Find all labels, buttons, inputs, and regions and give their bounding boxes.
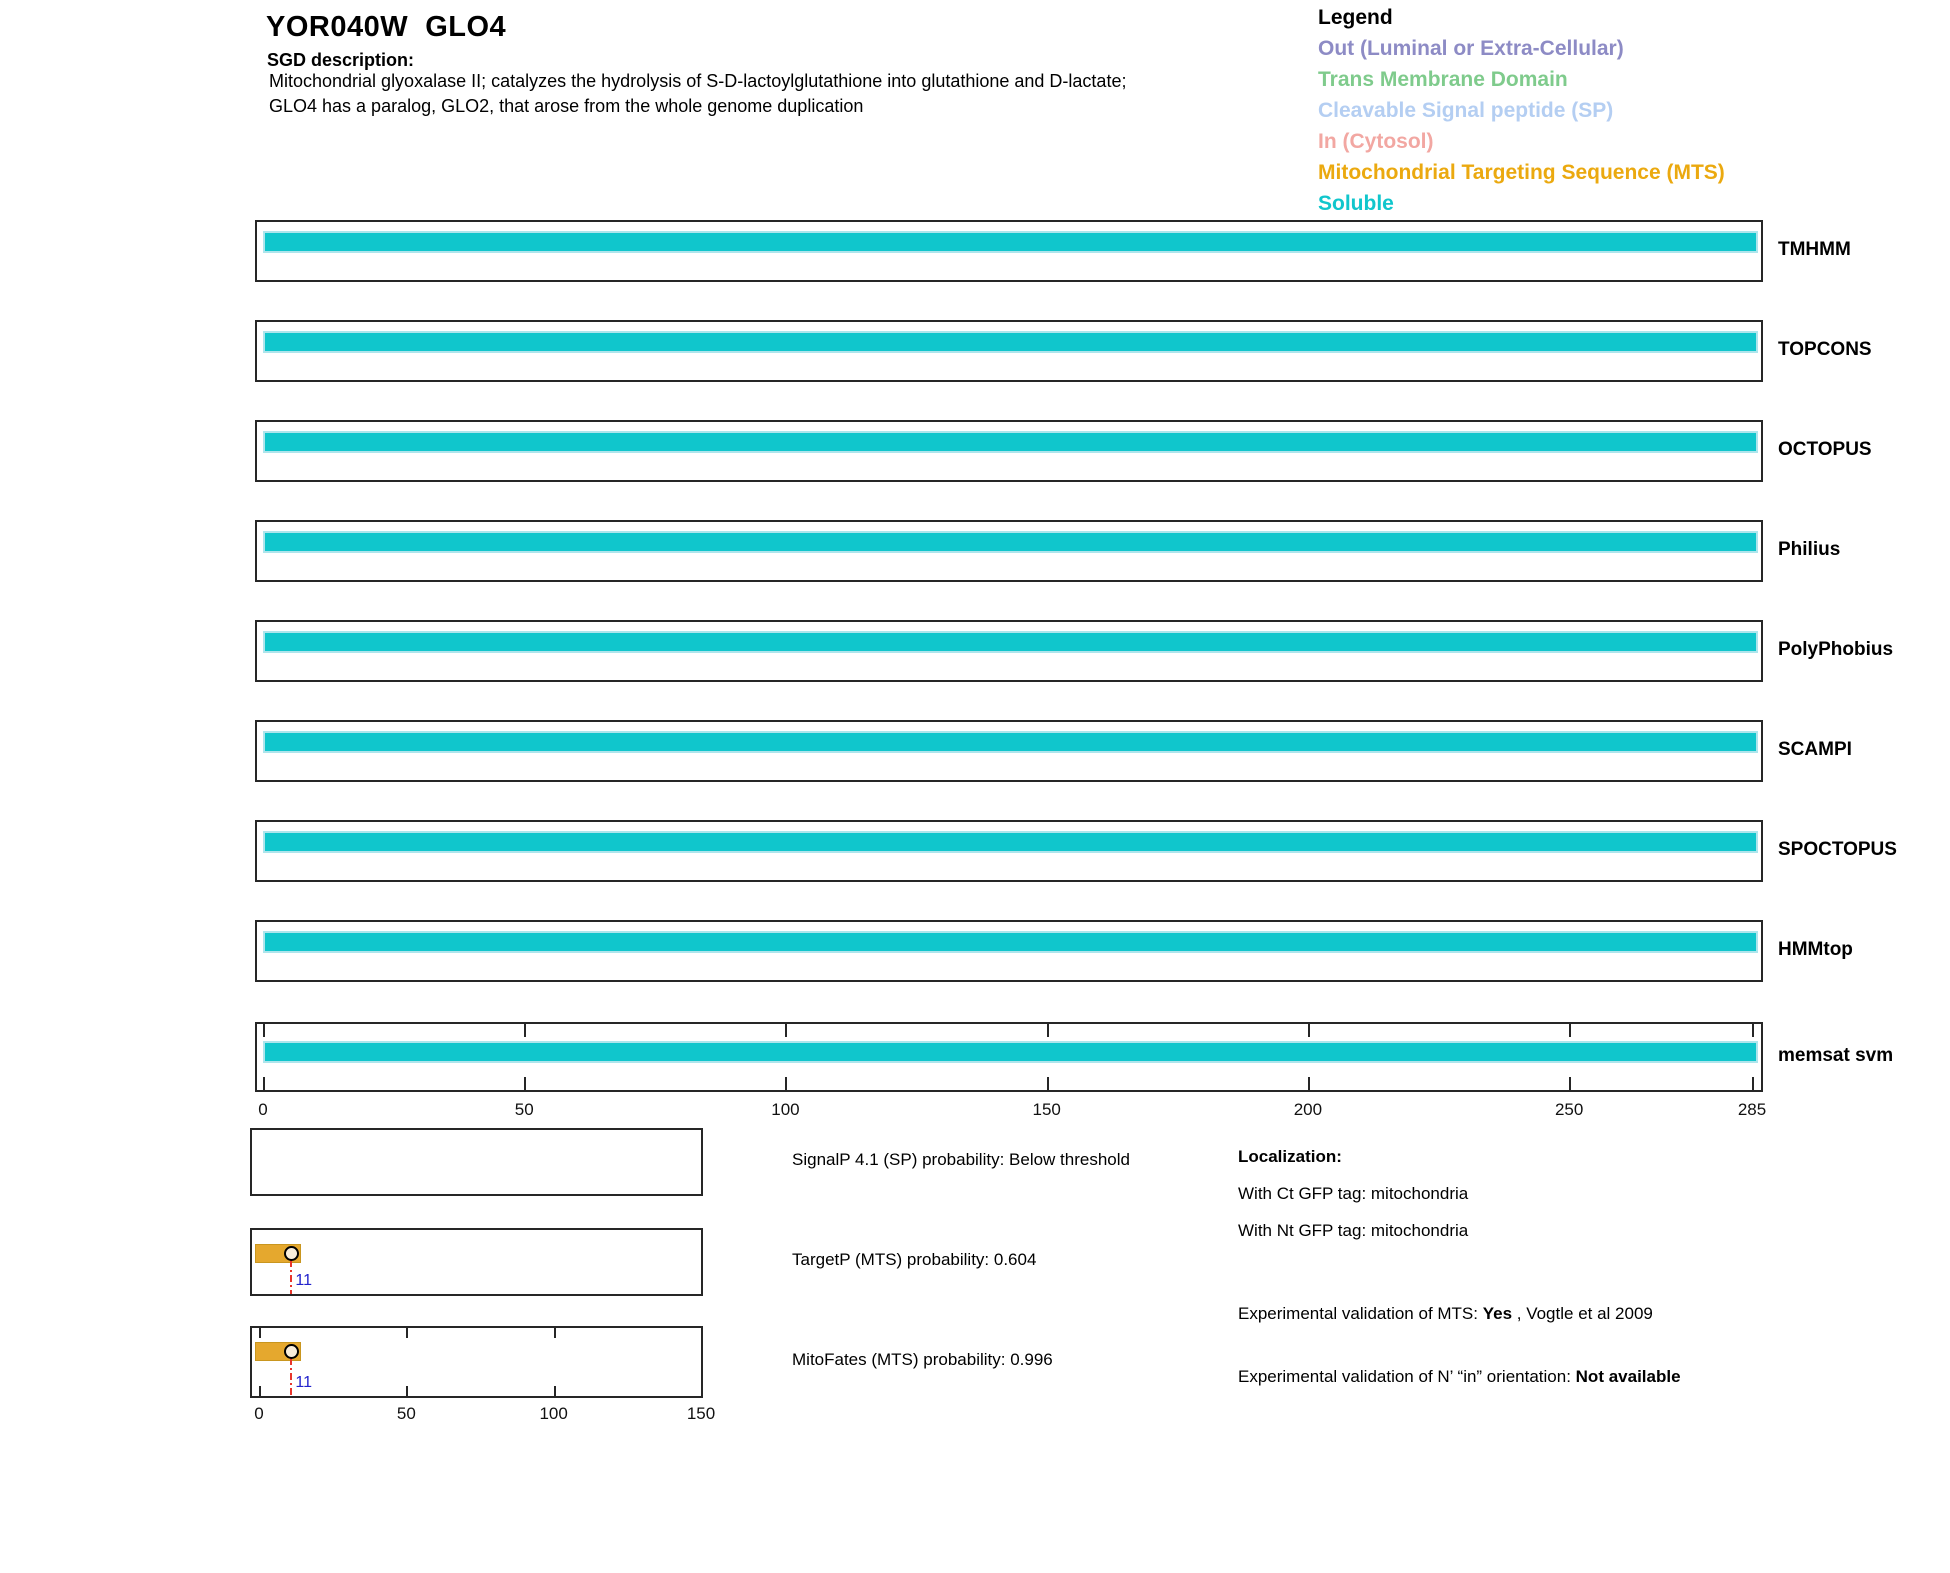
axis-tick [524, 1024, 526, 1037]
axis-tick-label: 150 [1032, 1100, 1061, 1119]
legend [1318, 2, 1725, 219]
axis-tick-label: 150 [686, 1404, 716, 1423]
orientation-validation-value: Not available [1575, 1367, 1681, 1386]
soluble-bar [263, 931, 1758, 953]
axis-tick-label: 50 [514, 1100, 534, 1119]
track-label-tmhmm: TMHMM [1778, 239, 1851, 260]
legend-item-cleavable-signal-peptide-sp-: Cleavable Signal peptide (SP) [1318, 99, 1614, 122]
track-label-spoctopus: SPOCTOPUS [1778, 839, 1897, 860]
mts-validation-line [1238, 1304, 1653, 1324]
axis-tick-label: 0 [258, 1100, 268, 1119]
axis-tick [1047, 1024, 1049, 1037]
axis-tick-label: 50 [396, 1404, 416, 1423]
track-label-topcons: TOPCONS [1778, 339, 1872, 360]
axis-tick [259, 1386, 261, 1396]
localization-ct-gfp: With Ct GFP tag: mitochondria [1238, 1184, 1469, 1203]
legend-item-trans-membrane-domain: Trans Membrane Domain [1318, 68, 1568, 91]
legend-item-mitochondrial-targeting-sequence-mts-: Mitochondrial Targeting Sequence (MTS) [1318, 161, 1725, 184]
plot-caption-signalp: SignalP 4.1 (SP) probability: Below threshold [792, 1150, 1130, 1169]
track-box-topcons [255, 320, 1763, 382]
axis-tick-label: 200 [1293, 1100, 1323, 1119]
soluble-bar [263, 831, 1758, 853]
axis-tick [1569, 1077, 1571, 1090]
axis-tick [554, 1386, 556, 1396]
sgd-description-label: SGD description: [267, 50, 415, 70]
plot-box-targetp [250, 1228, 703, 1296]
axis-tick-label: 285 [1737, 1100, 1767, 1119]
mts-validation-value: Yes [1482, 1304, 1513, 1323]
plot-caption-mitofates: MitoFates (MTS) probability: 0.996 [792, 1350, 1053, 1369]
track-box-hmmtop [255, 920, 1763, 982]
cleavage-position-label: 11 [295, 1272, 313, 1289]
legend-item-in-cytosol-: In (Cytosol) [1318, 130, 1434, 153]
soluble-bar [263, 1041, 1758, 1063]
legend-title: Legend [1318, 6, 1393, 29]
cleavage-position-label: 11 [295, 1374, 313, 1391]
legend-items [1318, 33, 1725, 219]
track-label-hmmtop: HMMtop [1778, 939, 1853, 960]
track-label-philius: Philius [1778, 539, 1841, 560]
axis-tick-label: 100 [539, 1404, 568, 1423]
axis-tick [263, 1024, 265, 1037]
plot-box-signalp [250, 1128, 703, 1196]
track-label-octopus: OCTOPUS [1778, 439, 1872, 460]
orientation-validation-line [1238, 1359, 1783, 1395]
axis-tick [785, 1024, 787, 1037]
axis-tick [263, 1077, 265, 1090]
soluble-bar [263, 731, 1758, 753]
axis-tick [1752, 1077, 1754, 1090]
cleavage-line [290, 1260, 292, 1294]
localization-title: Localization: [1238, 1147, 1342, 1166]
axis-tick [785, 1077, 787, 1090]
cleavage-line [290, 1358, 292, 1396]
axis-tick [1569, 1024, 1571, 1037]
sgd-description-line-2: GLO4 has a paralog, GLO2, that arose from the whole genome duplication [269, 96, 864, 116]
mts-validation-suffix: , Vogtle et al 2009 [1512, 1304, 1653, 1323]
legend-item-soluble: Soluble [1318, 192, 1394, 215]
axis-tick [406, 1328, 408, 1338]
page-title: YOR040W GLO4 [266, 11, 507, 43]
track-box-tmhmm [255, 220, 1763, 282]
axis-tick [554, 1328, 556, 1338]
track-box-polyphobius [255, 620, 1763, 682]
orientation-validation-prefix: Experimental validation of N’ “in” orientation: [1238, 1367, 1576, 1386]
axis-tick [1752, 1024, 1754, 1037]
soluble-bar [263, 531, 1758, 553]
mts-validation-prefix: Experimental validation of MTS: [1238, 1304, 1483, 1323]
axis-tick [259, 1328, 261, 1338]
legend-item-out-luminal-or-extra-cellular-: Out (Luminal or Extra-Cellular) [1318, 37, 1624, 60]
track-label-memsat-svm: memsat svm [1778, 1045, 1894, 1066]
plot-caption-targetp: TargetP (MTS) probability: 0.604 [792, 1250, 1037, 1269]
axis-tick [1308, 1024, 1310, 1037]
track-label-polyphobius: PolyPhobius [1778, 639, 1894, 660]
axis-tick-label: 0 [254, 1404, 264, 1423]
axis-tick [1308, 1077, 1310, 1090]
soluble-bar [263, 431, 1758, 453]
track-box-scampi [255, 720, 1763, 782]
axis-tick [406, 1386, 408, 1396]
track-box-memsat-svm [255, 1022, 1763, 1092]
track-label-scampi: SCAMPI [1778, 739, 1852, 760]
localization-nt-gfp: With Nt GFP tag: mitochondria [1238, 1221, 1469, 1240]
track-box-spoctopus [255, 820, 1763, 882]
track-box-octopus [255, 420, 1763, 482]
soluble-bar [263, 631, 1758, 653]
axis-tick [1047, 1077, 1049, 1090]
soluble-bar [263, 331, 1758, 353]
track-box-philius [255, 520, 1763, 582]
axis-tick-label: 250 [1554, 1100, 1584, 1119]
soluble-bar [263, 231, 1758, 253]
axis-tick-label: 100 [771, 1100, 800, 1119]
axis-tick [524, 1077, 526, 1090]
plot-box-mitofates [250, 1326, 703, 1398]
sgd-description-line-1: Mitochondrial glyoxalase II; catalyzes the hydrolysis of S-D-lactoylglutathione into glutathione and D-lactate; [269, 71, 1127, 91]
